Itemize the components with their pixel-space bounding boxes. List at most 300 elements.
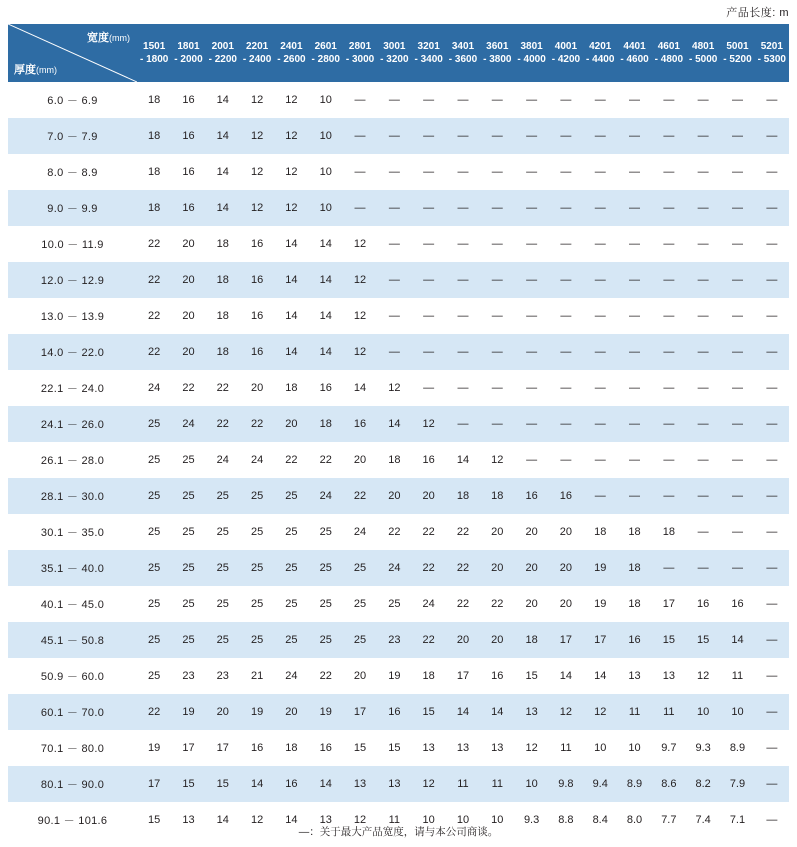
cell-value: — bbox=[652, 334, 686, 370]
cell-value: 25 bbox=[206, 586, 240, 622]
cell-value: 12 bbox=[343, 262, 377, 298]
row-header-thickness: 26.1 － 28.0 bbox=[8, 442, 137, 478]
table-footnote: —：关于最大产品宽度，请与本公司商谈。 bbox=[298, 826, 499, 838]
column-header-8: 3201 - 3400 bbox=[412, 24, 446, 82]
cell-value: — bbox=[686, 298, 720, 334]
cell-value: 25 bbox=[240, 514, 274, 550]
cell-value: 25 bbox=[309, 550, 343, 586]
cell-value: 11 bbox=[377, 802, 411, 838]
cell-value: 22 bbox=[274, 442, 308, 478]
cell-value: 20 bbox=[206, 694, 240, 730]
table-row bbox=[8, 226, 789, 262]
cell-value: — bbox=[343, 118, 377, 154]
cell-value: 20 bbox=[514, 586, 548, 622]
cell-value: 20 bbox=[377, 478, 411, 514]
cell-value: 25 bbox=[171, 586, 205, 622]
cell-value: 14 bbox=[309, 334, 343, 370]
cell-value: 25 bbox=[137, 622, 171, 658]
row-header-thickness: 60.1 － 70.0 bbox=[8, 694, 137, 730]
table-row bbox=[8, 478, 789, 514]
cell-value: 18 bbox=[137, 118, 171, 154]
cell-value: — bbox=[549, 442, 583, 478]
cell-value: 18 bbox=[652, 514, 686, 550]
cell-value: — bbox=[377, 226, 411, 262]
cell-value: 22 bbox=[137, 298, 171, 334]
row-header-thickness: 70.1 － 80.0 bbox=[8, 730, 137, 766]
cell-value: 25 bbox=[309, 622, 343, 658]
column-header-16: 4801 - 5000 bbox=[686, 24, 720, 82]
cell-value: 20 bbox=[412, 478, 446, 514]
cell-value: 25 bbox=[240, 550, 274, 586]
table-body bbox=[8, 82, 789, 838]
cell-value: 15 bbox=[412, 694, 446, 730]
cell-value: — bbox=[617, 226, 651, 262]
cell-value: — bbox=[412, 226, 446, 262]
table-row bbox=[8, 730, 789, 766]
cell-value: 25 bbox=[206, 550, 240, 586]
cell-value: — bbox=[480, 298, 514, 334]
cell-value: — bbox=[720, 190, 754, 226]
cell-value: 20 bbox=[549, 586, 583, 622]
header-row bbox=[8, 24, 789, 82]
cell-value: — bbox=[480, 262, 514, 298]
cell-value: 25 bbox=[206, 622, 240, 658]
cell-value: 18 bbox=[377, 442, 411, 478]
cell-value: 25 bbox=[137, 514, 171, 550]
cell-value: 13 bbox=[171, 802, 205, 838]
spec-table-container bbox=[8, 24, 789, 838]
cell-value: 20 bbox=[480, 550, 514, 586]
cell-value: 8.4 bbox=[583, 802, 617, 838]
cell-value: 11 bbox=[549, 730, 583, 766]
cell-value: 18 bbox=[137, 82, 171, 118]
cell-value: 10 bbox=[720, 694, 754, 730]
row-header-thickness: 8.0 － 8.9 bbox=[8, 154, 137, 190]
cell-value: 22 bbox=[446, 514, 480, 550]
cell-value: 20 bbox=[171, 262, 205, 298]
product-length-note: 产品长度: m bbox=[726, 7, 789, 19]
cell-value: — bbox=[549, 82, 583, 118]
cell-value: — bbox=[686, 118, 720, 154]
cell-value: — bbox=[446, 298, 480, 334]
cell-value: 14 bbox=[446, 442, 480, 478]
cell-value: 22 bbox=[137, 226, 171, 262]
cell-value: 20 bbox=[274, 694, 308, 730]
cell-value: — bbox=[514, 82, 548, 118]
cell-value: 16 bbox=[686, 586, 720, 622]
cell-value: 18 bbox=[446, 478, 480, 514]
cell-value: — bbox=[583, 298, 617, 334]
column-header-18: 5201 - 5300 bbox=[755, 24, 789, 82]
cell-value: — bbox=[583, 154, 617, 190]
cell-value: — bbox=[652, 154, 686, 190]
table-row bbox=[8, 82, 789, 118]
cell-value: — bbox=[583, 334, 617, 370]
cell-value: 20 bbox=[240, 370, 274, 406]
cell-value: 13 bbox=[343, 766, 377, 802]
cell-value: 25 bbox=[343, 586, 377, 622]
cell-value: — bbox=[720, 334, 754, 370]
cell-value: 22 bbox=[343, 478, 377, 514]
cell-value: 18 bbox=[206, 298, 240, 334]
cell-value: 24 bbox=[274, 658, 308, 694]
cell-value: 12 bbox=[240, 154, 274, 190]
cell-value: 13 bbox=[652, 658, 686, 694]
cell-value: 13 bbox=[514, 694, 548, 730]
cell-value: — bbox=[514, 154, 548, 190]
cell-value: — bbox=[617, 478, 651, 514]
cell-value: — bbox=[377, 262, 411, 298]
cell-value: 24 bbox=[309, 478, 343, 514]
cell-value: 16 bbox=[240, 730, 274, 766]
cell-value: — bbox=[480, 190, 514, 226]
cell-value: — bbox=[412, 82, 446, 118]
cell-value: — bbox=[755, 82, 789, 118]
cell-value: 23 bbox=[377, 622, 411, 658]
cell-value: — bbox=[652, 190, 686, 226]
cell-value: 20 bbox=[171, 298, 205, 334]
cell-value: 12 bbox=[480, 442, 514, 478]
cell-value: 22 bbox=[309, 442, 343, 478]
cell-value: 14 bbox=[377, 406, 411, 442]
cell-value: — bbox=[755, 370, 789, 406]
cell-value: 25 bbox=[137, 586, 171, 622]
cell-value: 16 bbox=[240, 262, 274, 298]
cell-value: 17 bbox=[206, 730, 240, 766]
table-row bbox=[8, 586, 789, 622]
table-row bbox=[8, 658, 789, 694]
cell-value: — bbox=[377, 190, 411, 226]
cell-value: — bbox=[583, 118, 617, 154]
cell-value: — bbox=[446, 226, 480, 262]
row-header-thickness: 12.0 － 12.9 bbox=[8, 262, 137, 298]
cell-value: 25 bbox=[137, 550, 171, 586]
cell-value: — bbox=[583, 478, 617, 514]
cell-value: 22 bbox=[137, 694, 171, 730]
table-row bbox=[8, 118, 789, 154]
cell-value: — bbox=[583, 82, 617, 118]
cell-value: 15 bbox=[206, 766, 240, 802]
cell-value: — bbox=[412, 154, 446, 190]
cell-value: 18 bbox=[309, 406, 343, 442]
cell-value: — bbox=[652, 550, 686, 586]
cell-value: 20 bbox=[549, 514, 583, 550]
table-row bbox=[8, 406, 789, 442]
cell-value: — bbox=[652, 370, 686, 406]
cell-value: 24 bbox=[240, 442, 274, 478]
cell-value: 14 bbox=[274, 802, 308, 838]
header-corner-cell bbox=[8, 24, 137, 82]
cell-value: 14 bbox=[480, 694, 514, 730]
cell-value: 20 bbox=[480, 514, 514, 550]
cell-value: — bbox=[686, 442, 720, 478]
cell-value: — bbox=[686, 262, 720, 298]
cell-value: 17 bbox=[446, 658, 480, 694]
column-header-15: 4601 - 4800 bbox=[652, 24, 686, 82]
cell-value: — bbox=[686, 334, 720, 370]
cell-value: 16 bbox=[240, 334, 274, 370]
cell-value: 16 bbox=[549, 478, 583, 514]
cell-value: — bbox=[652, 298, 686, 334]
cell-value: 25 bbox=[274, 478, 308, 514]
cell-value: 24 bbox=[377, 550, 411, 586]
cell-value: — bbox=[755, 334, 789, 370]
cell-value: 24 bbox=[412, 586, 446, 622]
cell-value: 16 bbox=[309, 370, 343, 406]
cell-value: — bbox=[514, 190, 548, 226]
cell-value: — bbox=[583, 406, 617, 442]
row-header-thickness: 6.0 － 6.9 bbox=[8, 82, 137, 118]
cell-value: — bbox=[377, 154, 411, 190]
cell-value: — bbox=[514, 370, 548, 406]
cell-value: 25 bbox=[240, 622, 274, 658]
cell-value: 12 bbox=[240, 118, 274, 154]
cell-value: 14 bbox=[309, 766, 343, 802]
cell-value: — bbox=[720, 550, 754, 586]
table-row bbox=[8, 334, 789, 370]
cell-value: — bbox=[652, 118, 686, 154]
cell-value: 7.1 bbox=[720, 802, 754, 838]
cell-value: 25 bbox=[240, 586, 274, 622]
cell-value: 18 bbox=[274, 730, 308, 766]
cell-value: — bbox=[514, 226, 548, 262]
cell-value: 13 bbox=[480, 730, 514, 766]
cell-value: 16 bbox=[171, 190, 205, 226]
cell-value: 20 bbox=[274, 406, 308, 442]
cell-value: 20 bbox=[171, 226, 205, 262]
cell-value: 20 bbox=[343, 658, 377, 694]
cell-value: 19 bbox=[171, 694, 205, 730]
cell-value: 12 bbox=[240, 802, 274, 838]
cell-value: 22 bbox=[446, 586, 480, 622]
column-header-10: 3601 - 3800 bbox=[480, 24, 514, 82]
cell-value: 9.4 bbox=[583, 766, 617, 802]
cell-value: — bbox=[412, 334, 446, 370]
row-header-thickness: 22.1 － 24.0 bbox=[8, 370, 137, 406]
cell-value: 14 bbox=[240, 766, 274, 802]
cell-value: 12 bbox=[686, 658, 720, 694]
cell-value: 22 bbox=[446, 550, 480, 586]
cell-value: — bbox=[480, 82, 514, 118]
cell-value: 20 bbox=[514, 514, 548, 550]
cell-value: 10 bbox=[514, 766, 548, 802]
cell-value: 10 bbox=[446, 802, 480, 838]
table-row bbox=[8, 622, 789, 658]
cell-value: 9.7 bbox=[652, 730, 686, 766]
cell-value: 14 bbox=[206, 154, 240, 190]
cell-value: — bbox=[720, 226, 754, 262]
cell-value: — bbox=[617, 190, 651, 226]
cell-value: 23 bbox=[206, 658, 240, 694]
cell-value: 7.7 bbox=[652, 802, 686, 838]
cell-value: 25 bbox=[171, 514, 205, 550]
cell-value: 12 bbox=[343, 226, 377, 262]
cell-value: — bbox=[720, 514, 754, 550]
cell-value: — bbox=[755, 226, 789, 262]
cell-value: 18 bbox=[617, 586, 651, 622]
cell-value: 12 bbox=[377, 370, 411, 406]
cell-value: — bbox=[755, 190, 789, 226]
cell-value: 25 bbox=[274, 622, 308, 658]
cell-value: 14 bbox=[309, 226, 343, 262]
cell-value: 12 bbox=[274, 82, 308, 118]
cell-value: — bbox=[755, 118, 789, 154]
row-header-thickness: 45.1 － 50.8 bbox=[8, 622, 137, 658]
cell-value: — bbox=[686, 226, 720, 262]
cell-value: 18 bbox=[206, 334, 240, 370]
table-row bbox=[8, 514, 789, 550]
cell-value: 22 bbox=[171, 370, 205, 406]
cell-value: — bbox=[755, 730, 789, 766]
cell-value: 21 bbox=[240, 658, 274, 694]
cell-value: 25 bbox=[171, 442, 205, 478]
cell-value: — bbox=[720, 154, 754, 190]
cell-value: — bbox=[514, 334, 548, 370]
cell-value: — bbox=[549, 298, 583, 334]
cell-value: 24 bbox=[171, 406, 205, 442]
cell-value: 12 bbox=[343, 802, 377, 838]
column-header-4: 2401 - 2600 bbox=[274, 24, 308, 82]
cell-value: — bbox=[755, 406, 789, 442]
cell-value: — bbox=[549, 370, 583, 406]
cell-value: 22 bbox=[309, 658, 343, 694]
cell-value: 15 bbox=[137, 802, 171, 838]
cell-value: — bbox=[720, 82, 754, 118]
cell-value: 12 bbox=[343, 298, 377, 334]
row-header-thickness: 9.0 － 9.9 bbox=[8, 190, 137, 226]
column-header-1: 1801 - 2000 bbox=[171, 24, 205, 82]
cell-value: 25 bbox=[274, 586, 308, 622]
cell-value: — bbox=[377, 82, 411, 118]
cell-value: 12 bbox=[343, 334, 377, 370]
cell-value: 25 bbox=[171, 622, 205, 658]
row-header-thickness: 40.1 － 45.0 bbox=[8, 586, 137, 622]
cell-value: — bbox=[514, 118, 548, 154]
cell-value: — bbox=[686, 478, 720, 514]
cell-value: 25 bbox=[343, 550, 377, 586]
column-header-0: 1501 - 1800 bbox=[137, 24, 171, 82]
cell-value: 22 bbox=[137, 262, 171, 298]
cell-value: 22 bbox=[412, 514, 446, 550]
cell-value: — bbox=[720, 298, 754, 334]
cell-value: 25 bbox=[274, 514, 308, 550]
cell-value: — bbox=[549, 190, 583, 226]
cell-value: — bbox=[617, 442, 651, 478]
cell-value: — bbox=[549, 226, 583, 262]
column-header-7: 3001 - 3200 bbox=[377, 24, 411, 82]
cell-value: 14 bbox=[206, 82, 240, 118]
cell-value: 22 bbox=[206, 370, 240, 406]
cell-value: 20 bbox=[549, 550, 583, 586]
cell-value: — bbox=[549, 406, 583, 442]
cell-value: 10 bbox=[309, 118, 343, 154]
cell-value: 18 bbox=[206, 226, 240, 262]
cell-value: — bbox=[617, 154, 651, 190]
column-header-2: 2001 - 2200 bbox=[206, 24, 240, 82]
cell-value: — bbox=[686, 82, 720, 118]
cell-value: 18 bbox=[583, 514, 617, 550]
cell-value: 8.9 bbox=[617, 766, 651, 802]
cell-value: 14 bbox=[549, 658, 583, 694]
cell-value: 22 bbox=[480, 586, 514, 622]
cell-value: — bbox=[583, 262, 617, 298]
cell-value: — bbox=[514, 298, 548, 334]
table-row bbox=[8, 190, 789, 226]
cell-value: — bbox=[652, 406, 686, 442]
cell-value: 25 bbox=[309, 586, 343, 622]
table-row bbox=[8, 766, 789, 802]
cell-value: — bbox=[755, 298, 789, 334]
cell-value: 20 bbox=[171, 334, 205, 370]
cell-value: — bbox=[720, 406, 754, 442]
cell-value: 17 bbox=[343, 694, 377, 730]
cell-value: 25 bbox=[171, 478, 205, 514]
cell-value: 19 bbox=[583, 586, 617, 622]
cell-value: — bbox=[617, 298, 651, 334]
cell-value: — bbox=[480, 334, 514, 370]
cell-value: — bbox=[377, 298, 411, 334]
cell-value: 22 bbox=[137, 334, 171, 370]
cell-value: 15 bbox=[652, 622, 686, 658]
header-thickness-label: 厚度(mm) bbox=[14, 64, 57, 76]
cell-value: 10 bbox=[412, 802, 446, 838]
spec-table bbox=[8, 24, 789, 838]
cell-value: 17 bbox=[171, 730, 205, 766]
row-header-thickness: 90.1 － 101.6 bbox=[8, 802, 137, 838]
cell-value: — bbox=[755, 514, 789, 550]
cell-value: — bbox=[583, 190, 617, 226]
cell-value: — bbox=[652, 478, 686, 514]
cell-value: 10 bbox=[480, 802, 514, 838]
cell-value: — bbox=[446, 370, 480, 406]
row-header-thickness: 14.0 － 22.0 bbox=[8, 334, 137, 370]
cell-value: 8.6 bbox=[652, 766, 686, 802]
column-header-14: 4401 - 4600 bbox=[617, 24, 651, 82]
cell-value: — bbox=[343, 190, 377, 226]
cell-value: 22 bbox=[240, 406, 274, 442]
cell-value: 18 bbox=[137, 154, 171, 190]
cell-value: 15 bbox=[171, 766, 205, 802]
cell-value: 14 bbox=[343, 370, 377, 406]
cell-value: — bbox=[755, 694, 789, 730]
cell-value: 18 bbox=[274, 370, 308, 406]
cell-value: — bbox=[412, 190, 446, 226]
row-header-thickness: 30.1 － 35.0 bbox=[8, 514, 137, 550]
cell-value: 13 bbox=[412, 730, 446, 766]
cell-value: 11 bbox=[652, 694, 686, 730]
cell-value: — bbox=[652, 82, 686, 118]
cell-value: 14 bbox=[206, 190, 240, 226]
cell-value: 15 bbox=[343, 730, 377, 766]
cell-value: 14 bbox=[206, 118, 240, 154]
cell-value: 22 bbox=[412, 622, 446, 658]
cell-value: 24 bbox=[137, 370, 171, 406]
cell-value: — bbox=[686, 550, 720, 586]
cell-value: 14 bbox=[720, 622, 754, 658]
cell-value: — bbox=[514, 262, 548, 298]
cell-value: 23 bbox=[171, 658, 205, 694]
cell-value: — bbox=[446, 406, 480, 442]
cell-value: 25 bbox=[137, 658, 171, 694]
cell-value: 12 bbox=[549, 694, 583, 730]
cell-value: 13 bbox=[446, 730, 480, 766]
cell-value: 12 bbox=[412, 406, 446, 442]
cell-value: 8.2 bbox=[686, 766, 720, 802]
column-header-6: 2801 - 3000 bbox=[343, 24, 377, 82]
cell-value: — bbox=[514, 406, 548, 442]
row-header-thickness: 35.1 － 40.0 bbox=[8, 550, 137, 586]
column-header-17: 5001 - 5200 bbox=[720, 24, 754, 82]
